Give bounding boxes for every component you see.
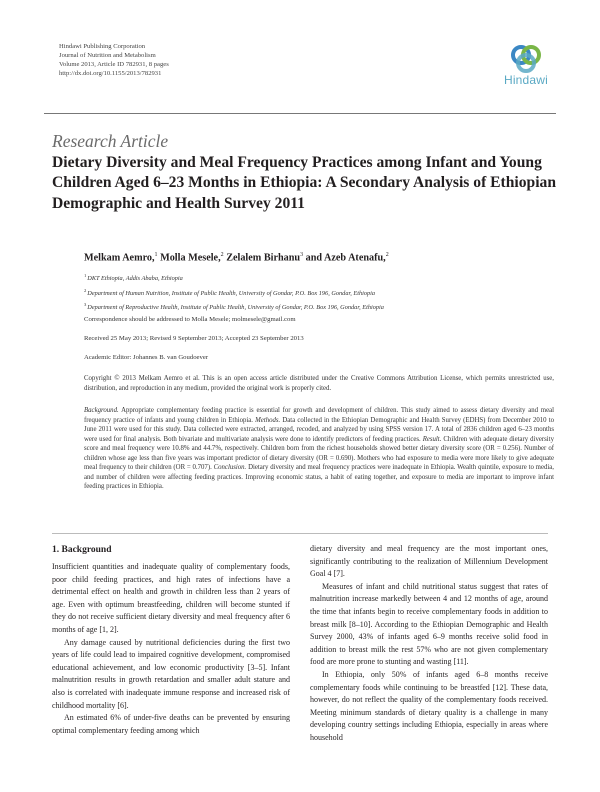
author-affil-num: 2 bbox=[385, 252, 389, 258]
author-affil-num: 2 bbox=[220, 252, 224, 258]
article-type: Research Article bbox=[52, 131, 169, 151]
hindawi-wordmark: Hindawi bbox=[503, 73, 549, 87]
copyright-notice: Copyright © 2013 Melkam Aemro et al. This is an open access article distributed under the Creative Commons Attribution License, which permits unrestricted use, distribution, and reproduction in any medium, provided the original work is properly cited. bbox=[84, 375, 554, 392]
hindawi-logo bbox=[498, 44, 554, 87]
body-paragraph: In Ethiopia, only 50% of infants aged 6–8 months receive complementary foods while continuing to be breastfed [12]. These data, however, do not reflect the quality of the complementary foods received. Meeting minimum standards of dietary quality is a challenge in many developing country settings including Ethiopia, especially in areas where household bbox=[310, 669, 548, 742]
author-name: Zelalem Birhanu bbox=[226, 252, 301, 264]
affiliation-item bbox=[84, 270, 554, 285]
article-title: Dietary Diversity and Meal Frequency Practices among Infant and Young Children Aged 6–23 Months in Ethiopia: A Secondary Analysis of Ethiopian Demographic and Health Survey 2011 bbox=[52, 154, 557, 212]
abstract-conclusion: Dietary diversity and meal frequency practices were inadequate in Ethiopia. Wealth quintile, exposure to media, and number of children were affecting feeding practices. Improving economic status, a habit of eating together, and exposure to media are important to improve infant feeding practices in Ethiopia. bbox=[84, 464, 554, 491]
abstract-result: Children with adequate dietary diversity score and meal frequency were 10.8% and 44.7%, respectively. Children born from the richest households showed better dietary diversity score (OR = 0.256). Number of children whose age less than five years was important predictor of dietary diversity (OR = 0.690). Mothers who had exposure to media were more likely to give adequate meal frequency to their children (OR = 0.707). bbox=[84, 435, 554, 472]
body-column-left bbox=[52, 561, 290, 737]
body-column-right bbox=[310, 543, 548, 745]
abstract-label-background: Background. bbox=[84, 407, 119, 414]
affiliation-num: 3 bbox=[84, 302, 87, 308]
affiliation-item bbox=[84, 299, 554, 314]
body-paragraph: Any damage caused by nutritional deficiencies during the first two years of life could lead to impaired cognitive development, compromised educational achievement, and low economic productivity [3–5]. Infant malnutrition results in growth retardation and smaller adult stature and also is correlated with inadequate immune response and increased risk of childhood mortality [6]. bbox=[52, 637, 290, 710]
author-affil-num: 3 bbox=[300, 252, 304, 258]
body-paragraph: Measures of infant and child nutritional status suggest that rates of malnutrition increase markedly between 4 and 12 months of age, around the time that infants begin to receive complementary foods in addition to breast milk [8–10]. According to the Ethiopian Demographic and Health Survey 2000, 43% of infants aged 6–9 months receive solid food in addition to breast milk the rest 57% who are not given complementary food are more prone to stunting and wasting [11]. bbox=[310, 581, 548, 667]
abstract bbox=[84, 406, 554, 492]
volume-line: Volume 2013, Article ID 782931, 8 pages bbox=[59, 61, 169, 69]
academic-editor: Academic Editor: Johannes B. van Goudoever bbox=[84, 354, 209, 361]
author-name: and Azeb Atenafu, bbox=[305, 252, 386, 264]
author-name: Melkam Aemro, bbox=[84, 252, 155, 264]
correspondence: Correspondence should be addressed to Molla Mesele; molmesele@gmail.com bbox=[84, 316, 296, 323]
affiliations bbox=[84, 270, 554, 314]
body-paragraph: An estimated 6% of under-five deaths can be prevented by ensuring optimal complementary feeding among which bbox=[52, 713, 290, 735]
body-paragraph: dietary diversity and meal frequency are the most important ones, significantly contributing to the realization of Millennium Development Goal 4 [7]. bbox=[310, 544, 548, 579]
affiliation-text: DKT Ethiopia, Addis Ababa, Ethiopia bbox=[87, 275, 183, 283]
section-heading: 1. Background bbox=[52, 545, 112, 555]
header-divider bbox=[44, 113, 556, 114]
article-dates: Received 25 May 2013; Revised 9 September 2013; Accepted 23 September 2013 bbox=[84, 335, 304, 342]
doi-link[interactable]: http://dx.doi.org/10.1155/2013/782931 bbox=[59, 70, 162, 78]
affiliation-text: Department of Human Nutrition, Institute of Public Health, University of Gondar, P.O. Box 196, Gondar, Ethiopia bbox=[87, 289, 376, 297]
author-name: Molla Mesele, bbox=[160, 252, 221, 264]
hindawi-rings-icon bbox=[509, 44, 543, 74]
abstract-background: Appropriate complementary feeding practice is essential for growth and development of children. This study aimed to assess dietary diversity and meal frequency practice of infants and young children in Ethiopia. bbox=[84, 407, 554, 424]
abstract-label-conclusion: Conclusion. bbox=[213, 464, 247, 472]
abstract-label-methods: Methods. bbox=[255, 416, 281, 424]
body-paragraph: Insufficient quantities and inadequate quality of complementary foods, poor child feeding practices, and high rates of infections have a detrimental effect on health and growth in children less than 2 years of age. Even with optimum breastfeeding, children will become stunted if they do not receive sufficient dietary diversity and meal frequency after 6 months of age [1, 2]. bbox=[52, 562, 290, 634]
author-list bbox=[84, 252, 389, 263]
journal-info bbox=[59, 42, 169, 78]
author-affil-num: 1 bbox=[154, 252, 158, 258]
affiliation-num: 2 bbox=[84, 287, 87, 293]
affiliation-num: 1 bbox=[84, 273, 87, 278]
abstract-methods: Data collected in the Ethiopian Demographic and Health Survey (EDHS) from December 2010 to June 2011 were used for this study. Data collected were extracted, arranged, recoded, and analyzed by using SPSS version 17. A total of 2836 children aged 6–23 months were used for final analysis. Both bivariate and multivariate analysis were done to identify predictors of feeding practices. bbox=[84, 416, 554, 443]
affiliation-item bbox=[84, 285, 554, 300]
affiliation-text: Department of Reproductive Health, Institute of Public Health, University of Gondar, P.O. Box 196, Gondar, Ethiopia bbox=[87, 304, 384, 312]
journal-name: Journal of Nutrition and Metabolism bbox=[59, 52, 156, 60]
abstract-label-result: Result. bbox=[422, 435, 442, 443]
publisher-name: Hindawi Publishing Corporation bbox=[59, 43, 146, 50]
section-divider bbox=[52, 533, 548, 534]
